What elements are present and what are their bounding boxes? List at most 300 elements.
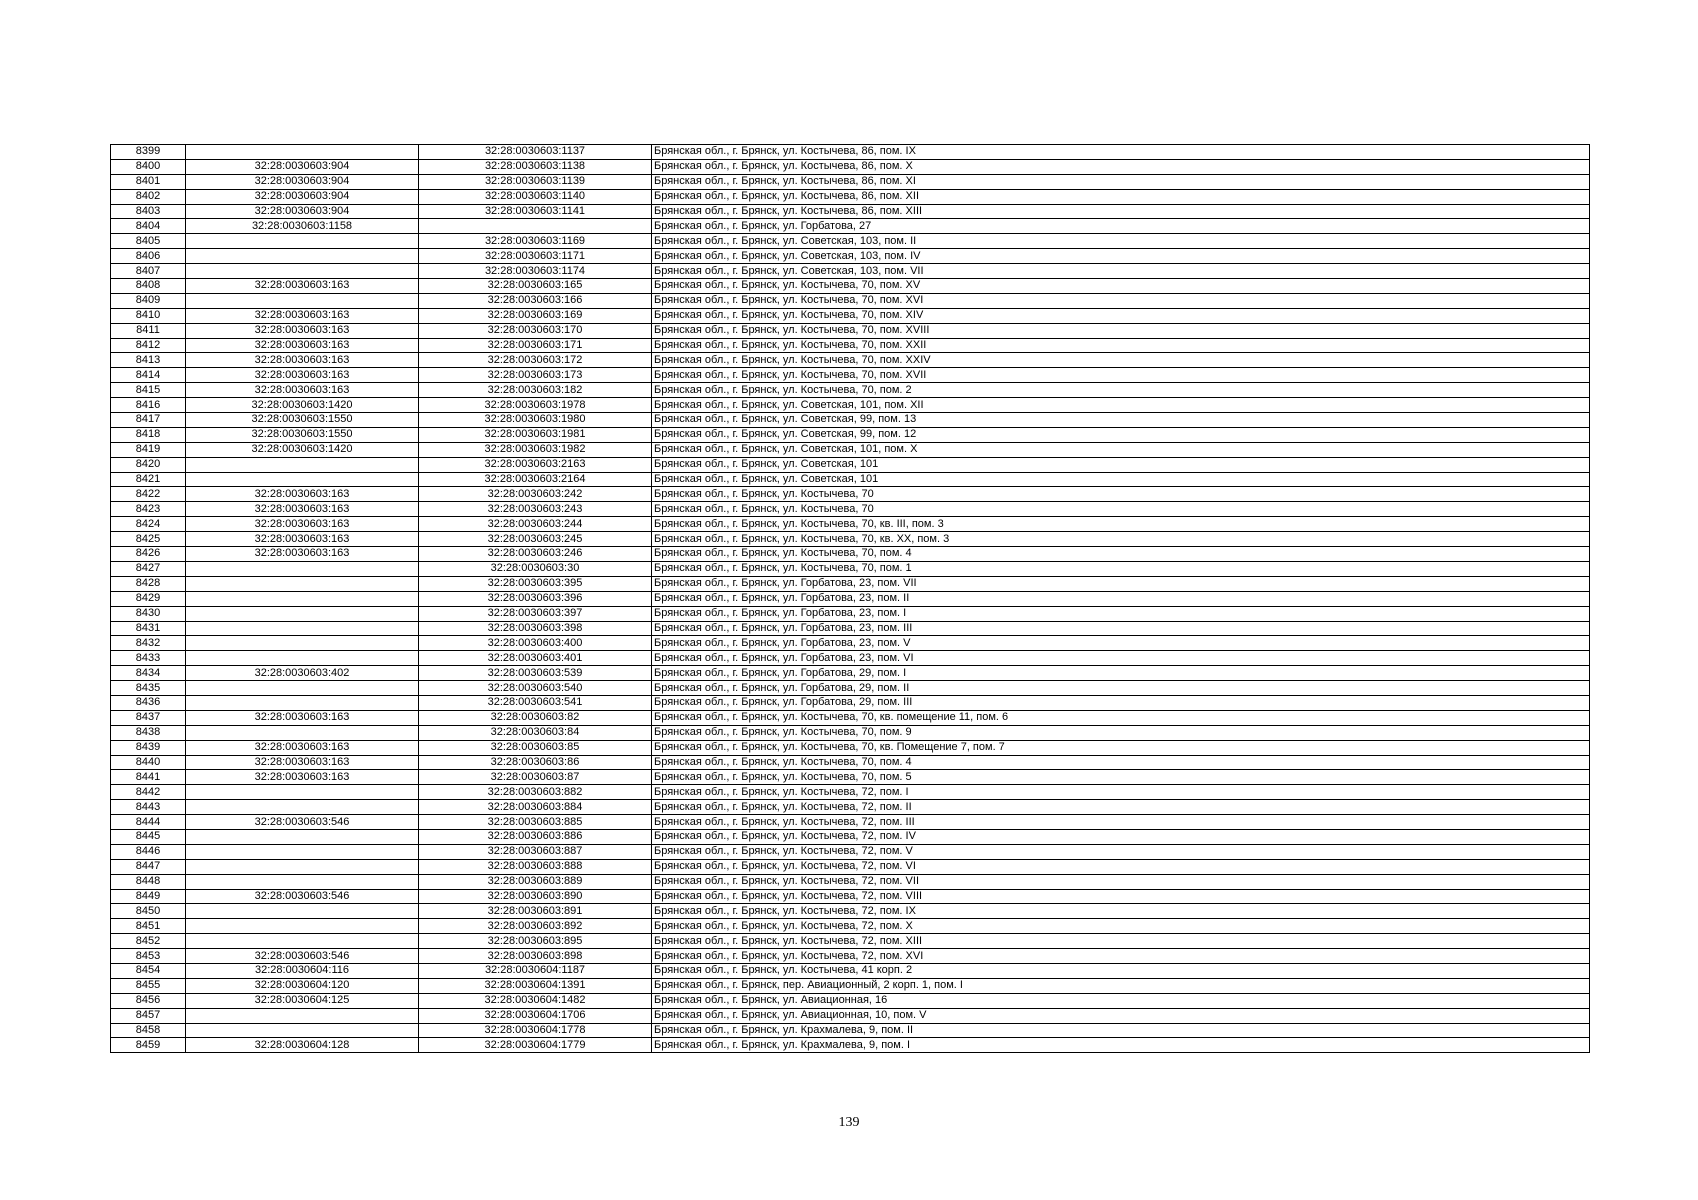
address-cell: Брянская обл., г. Брянск, ул. Костычева, 72, пом. VIII [652,889,1590,904]
parent-cadastral-cell [186,234,419,249]
cadastral-number-cell: 32:28:0030603:400 [419,636,652,651]
table-row [111,606,1590,621]
address-cell: Брянская обл., г. Брянск, ул. Костычева, 70, пом. XXIV [652,353,1590,368]
address-cell: Брянская обл., г. Брянск, ул. Костычева, 72, пом. VII [652,874,1590,889]
parent-cadastral-cell [186,145,419,160]
table-row [111,323,1590,338]
parent-cadastral-cell: 32:28:0030603:163 [186,517,419,532]
cadastral-number-cell: 32:28:0030603:82 [419,710,652,725]
parent-cadastral-cell: 32:28:0030603:163 [186,710,419,725]
cadastral-number-cell: 32:28:0030604:1187 [419,963,652,978]
parent-cadastral-cell [186,681,419,696]
address-cell: Брянская обл., г. Брянск, ул. Советская, 101 [652,472,1590,487]
table-row [111,919,1590,934]
row-number-cell: 8453 [111,949,186,964]
cadastral-number-cell: 32:28:0030603:244 [419,517,652,532]
row-number-cell: 8407 [111,264,186,279]
table-row [111,338,1590,353]
address-cell: Брянская обл., г. Брянск, ул. Костычева, 70, кв. XX, пом. 3 [652,532,1590,547]
address-cell: Брянская обл., г. Брянск, ул. Костычева, 70, кв. помещение 11, пом. 6 [652,710,1590,725]
parent-cadastral-cell: 32:28:0030603:163 [186,487,419,502]
address-cell: Брянская обл., г. Брянск, ул. Костычева, 86, пом. IX [652,145,1590,160]
row-number-cell: 8433 [111,651,186,666]
table-row [111,353,1590,368]
parent-cadastral-cell: 32:28:0030603:163 [186,338,419,353]
row-number-cell: 8437 [111,710,186,725]
row-number-cell: 8448 [111,874,186,889]
cadastral-number-cell: 32:28:0030604:1391 [419,978,652,993]
table-row [111,249,1590,264]
parent-cadastral-cell [186,457,419,472]
row-number-cell: 8439 [111,740,186,755]
row-number-cell: 8455 [111,978,186,993]
row-number-cell: 8403 [111,204,186,219]
cadastral-number-cell: 32:28:0030603:886 [419,829,652,844]
parent-cadastral-cell: 32:28:0030603:163 [186,383,419,398]
cadastral-number-cell: 32:28:0030603:1141 [419,204,652,219]
table-row [111,517,1590,532]
cadastral-number-cell: 32:28:0030603:1978 [419,398,652,413]
parent-cadastral-cell [186,874,419,889]
parent-cadastral-cell: 32:28:0030603:163 [186,368,419,383]
parent-cadastral-cell: 32:28:0030603:163 [186,770,419,785]
row-number-cell: 8425 [111,532,186,547]
address-cell: Брянская обл., г. Брянск, ул. Горбатова, 23, пом. II [652,591,1590,606]
cadastral-number-cell: 32:28:0030603:898 [419,949,652,964]
address-cell: Брянская обл., г. Брянск, ул. Горбатова, 23, пом. VII [652,576,1590,591]
address-cell: Брянская обл., г. Брянск, ул. Костычева, 70, пом. XVIII [652,323,1590,338]
cadastral-number-cell: 32:28:0030603:541 [419,695,652,710]
table-row [111,755,1590,770]
page-number: 139 [838,1115,860,1130]
cadastral-number-cell: 32:28:0030603:165 [419,279,652,294]
address-cell: Брянская обл., г. Брянск, ул. Советская, 99, пом. 13 [652,413,1590,428]
address-cell: Брянская обл., г. Брянск, ул. Костычева, 72, пом. XVI [652,949,1590,964]
cadastral-number-cell: 32:28:0030603:401 [419,651,652,666]
parent-cadastral-cell [186,591,419,606]
cadastral-number-cell: 32:28:0030603:885 [419,815,652,830]
row-number-cell: 8454 [111,963,186,978]
address-cell: Брянская обл., г. Брянск, ул. Горбатова, 29, пом. I [652,666,1590,681]
parent-cadastral-cell: 32:28:0030603:1158 [186,219,419,234]
address-cell: Брянская обл., г. Брянск, ул. Горбатова, 27 [652,219,1590,234]
cadastral-number-cell: 32:28:0030603:242 [419,487,652,502]
parent-cadastral-cell [186,293,419,308]
table-row [111,145,1590,160]
parent-cadastral-cell: 32:28:0030604:120 [186,978,419,993]
row-number-cell: 8459 [111,1038,186,1053]
table-row [111,413,1590,428]
parent-cadastral-cell [186,919,419,934]
cadastral-number-cell: 32:28:0030603:1981 [419,427,652,442]
table-row [111,770,1590,785]
row-number-cell: 8401 [111,174,186,189]
row-number-cell: 8418 [111,427,186,442]
cadastral-number-cell: 32:28:0030604:1779 [419,1038,652,1053]
parent-cadastral-cell [186,472,419,487]
parent-cadastral-cell: 32:28:0030603:904 [186,189,419,204]
address-cell: Брянская обл., г. Брянск, ул. Авиационная, 10, пом. V [652,1008,1590,1023]
table-row [111,993,1590,1008]
parent-cadastral-cell: 32:28:0030603:163 [186,323,419,338]
parent-cadastral-cell [186,844,419,859]
cadastral-number-cell: 32:28:0030603:84 [419,725,652,740]
row-number-cell: 8416 [111,398,186,413]
address-cell: Брянская обл., г. Брянск, ул. Костычева, 70, пом. 4 [652,547,1590,562]
address-cell: Брянская обл., г. Брянск, ул. Костычева, 72, пом. IX [652,904,1590,919]
cadastral-number-cell: 32:28:0030603:171 [419,338,652,353]
cadastral-number-cell: 32:28:0030603:1140 [419,189,652,204]
table-row [111,293,1590,308]
cadastral-number-cell: 32:28:0030603:1138 [419,159,652,174]
row-number-cell: 8438 [111,725,186,740]
parent-cadastral-cell [186,829,419,844]
row-number-cell: 8450 [111,904,186,919]
row-number-cell: 8447 [111,859,186,874]
row-number-cell: 8458 [111,1023,186,1038]
table-row [111,189,1590,204]
address-cell: Брянская обл., г. Брянск, ул. Костычева, 70, пом. 9 [652,725,1590,740]
cadastral-number-cell: 32:28:0030603:1171 [419,249,652,264]
row-number-cell: 8399 [111,145,186,160]
table-row [111,963,1590,978]
cadastral-number-cell: 32:28:0030603:888 [419,859,652,874]
cadastral-number-cell: 32:28:0030603:395 [419,576,652,591]
table-row [111,398,1590,413]
address-cell: Брянская обл., г. Брянск, ул. Горбатова, 23, пом. I [652,606,1590,621]
row-number-cell: 8446 [111,844,186,859]
table-row [111,234,1590,249]
table-row [111,710,1590,725]
cadastral-number-cell: 32:28:0030603:246 [419,547,652,562]
table-row [111,934,1590,949]
address-cell: Брянская обл., г. Брянск, ул. Костычева, 70, пом. 4 [652,755,1590,770]
table-row [111,368,1590,383]
row-number-cell: 8443 [111,800,186,815]
address-cell: Брянская обл., г. Брянск, ул. Горбатова, 23, пом. VI [652,651,1590,666]
row-number-cell: 8411 [111,323,186,338]
address-cell: Брянская обл., г. Брянск, ул. Горбатова, 29, пом. II [652,681,1590,696]
table-row [111,532,1590,547]
address-cell: Брянская обл., г. Брянск, ул. Крахмалева, 9, пом. I [652,1038,1590,1053]
parent-cadastral-cell [186,725,419,740]
table-row [111,442,1590,457]
address-cell: Брянская обл., г. Брянск, ул. Костычева, 70 [652,487,1590,502]
address-cell: Брянская обл., г. Брянск, ул. Советская, 103, пом. II [652,234,1590,249]
parent-cadastral-cell [186,859,419,874]
parent-cadastral-cell: 32:28:0030603:163 [186,755,419,770]
cadastral-number-cell: 32:28:0030603:172 [419,353,652,368]
table-row [111,859,1590,874]
table-row [111,219,1590,234]
row-number-cell: 8409 [111,293,186,308]
table-row [111,815,1590,830]
parent-cadastral-cell: 32:28:0030603:163 [186,547,419,562]
parent-cadastral-cell [186,904,419,919]
address-cell: Брянская обл., г. Брянск, ул. Костычева, 70, кв. III, пом. 3 [652,517,1590,532]
address-cell: Брянская обл., г. Брянск, ул. Костычева, 72, пом. XIII [652,934,1590,949]
parent-cadastral-cell [186,651,419,666]
parent-cadastral-cell: 32:28:0030603:163 [186,502,419,517]
address-cell: Брянская обл., г. Брянск, пер. Авиационный, 2 корп. 1, пом. I [652,978,1590,993]
table-row [111,591,1590,606]
address-cell: Брянская обл., г. Брянск, ул. Горбатова, 23, пом. III [652,621,1590,636]
table-row [111,383,1590,398]
row-number-cell: 8430 [111,606,186,621]
cadastral-number-cell: 32:28:0030603:173 [419,368,652,383]
parent-cadastral-cell: 32:28:0030603:163 [186,353,419,368]
table-row [111,725,1590,740]
registry-table [110,144,1590,1053]
parent-cadastral-cell: 32:28:0030604:116 [186,963,419,978]
table-row [111,681,1590,696]
parent-cadastral-cell: 32:28:0030603:904 [186,174,419,189]
row-number-cell: 8457 [111,1008,186,1023]
cadastral-number-cell: 32:28:0030603:890 [419,889,652,904]
row-number-cell: 8404 [111,219,186,234]
address-cell: Брянская обл., г. Брянск, ул. Костычева, 72, пом. VI [652,859,1590,874]
row-number-cell: 8427 [111,561,186,576]
cadastral-number-cell [419,219,652,234]
table-row [111,308,1590,323]
parent-cadastral-cell: 32:28:0030603:1420 [186,442,419,457]
parent-cadastral-cell [186,561,419,576]
cadastral-number-cell: 32:28:0030604:1482 [419,993,652,1008]
address-cell: Брянская обл., г. Брянск, ул. Костычева, 70, кв. Помещение 7, пом. 7 [652,740,1590,755]
cadastral-number-cell: 32:28:0030603:87 [419,770,652,785]
address-cell: Брянская обл., г. Брянск, ул. Костычева, 72, пом. X [652,919,1590,934]
parent-cadastral-cell: 32:28:0030603:1550 [186,427,419,442]
parent-cadastral-cell [186,934,419,949]
row-number-cell: 8434 [111,666,186,681]
table-row [111,874,1590,889]
parent-cadastral-cell: 32:28:0030603:546 [186,815,419,830]
row-number-cell: 8429 [111,591,186,606]
table-row [111,472,1590,487]
parent-cadastral-cell: 32:28:0030604:128 [186,1038,419,1053]
address-cell: Брянская обл., г. Брянск, ул. Костычева, 70, пом. XXII [652,338,1590,353]
address-cell: Брянская обл., г. Брянск, ул. Костычева, 70, пом. 5 [652,770,1590,785]
address-cell: Брянская обл., г. Брянск, ул. Советская, 103, пом. VII [652,264,1590,279]
row-number-cell: 8440 [111,755,186,770]
address-cell: Брянская обл., г. Брянск, ул. Костычева, 72, пом. IV [652,829,1590,844]
row-number-cell: 8420 [111,457,186,472]
row-number-cell: 8415 [111,383,186,398]
cadastral-number-cell: 32:28:0030603:895 [419,934,652,949]
row-number-cell: 8435 [111,681,186,696]
table-row [111,427,1590,442]
address-cell: Брянская обл., г. Брянск, ул. Авиационная, 16 [652,993,1590,1008]
address-cell: Брянская обл., г. Брянск, ул. Костычева, 72, пом. III [652,815,1590,830]
cadastral-number-cell: 32:28:0030603:245 [419,532,652,547]
cadastral-number-cell: 32:28:0030603:889 [419,874,652,889]
row-number-cell: 8408 [111,279,186,294]
cadastral-number-cell: 32:28:0030603:169 [419,308,652,323]
address-cell: Брянская обл., г. Брянск, ул. Костычева, 72, пом. I [652,785,1590,800]
table-row [111,889,1590,904]
parent-cadastral-cell: 32:28:0030603:904 [186,159,419,174]
parent-cadastral-cell: 32:28:0030603:1420 [186,398,419,413]
row-number-cell: 8412 [111,338,186,353]
cadastral-number-cell: 32:28:0030603:891 [419,904,652,919]
table-row [111,904,1590,919]
row-number-cell: 8400 [111,159,186,174]
registry-table-body [111,145,1590,1053]
table-row [111,978,1590,993]
row-number-cell: 8413 [111,353,186,368]
table-row [111,800,1590,815]
table-row [111,204,1590,219]
cadastral-number-cell: 32:28:0030603:887 [419,844,652,859]
address-cell: Брянская обл., г. Брянск, ул. Костычева, 86, пом. XII [652,189,1590,204]
parent-cadastral-cell: 32:28:0030603:163 [186,279,419,294]
address-cell: Брянская обл., г. Брянск, ул. Костычева, 86, пом. XIII [652,204,1590,219]
row-number-cell: 8431 [111,621,186,636]
parent-cadastral-cell [186,1008,419,1023]
parent-cadastral-cell [186,576,419,591]
row-number-cell: 8414 [111,368,186,383]
table-row [111,576,1590,591]
table-row [111,949,1590,964]
parent-cadastral-cell: 32:28:0030603:546 [186,889,419,904]
row-number-cell: 8410 [111,308,186,323]
parent-cadastral-cell [186,606,419,621]
row-number-cell: 8405 [111,234,186,249]
row-number-cell: 8402 [111,189,186,204]
cadastral-number-cell: 32:28:0030603:1169 [419,234,652,249]
cadastral-number-cell: 32:28:0030603:1980 [419,413,652,428]
row-number-cell: 8449 [111,889,186,904]
table-row [111,666,1590,681]
cadastral-number-cell: 32:28:0030604:1706 [419,1008,652,1023]
table-row [111,487,1590,502]
parent-cadastral-cell [186,785,419,800]
table-row [111,829,1590,844]
parent-cadastral-cell [186,800,419,815]
row-number-cell: 8441 [111,770,186,785]
row-number-cell: 8422 [111,487,186,502]
cadastral-number-cell: 32:28:0030603:170 [419,323,652,338]
address-cell: Брянская обл., г. Брянск, ул. Костычева, 70 [652,502,1590,517]
table-row [111,547,1590,562]
cadastral-number-cell: 32:28:0030603:182 [419,383,652,398]
cadastral-number-cell: 32:28:0030603:397 [419,606,652,621]
cadastral-number-cell: 32:28:0030603:540 [419,681,652,696]
cadastral-number-cell: 32:28:0030603:398 [419,621,652,636]
table-row [111,695,1590,710]
parent-cadastral-cell: 32:28:0030604:125 [186,993,419,1008]
row-number-cell: 8442 [111,785,186,800]
table-row [111,636,1590,651]
parent-cadastral-cell: 32:28:0030603:163 [186,308,419,323]
table-row [111,844,1590,859]
table-row [111,621,1590,636]
cadastral-number-cell: 32:28:0030603:884 [419,800,652,815]
parent-cadastral-cell: 32:28:0030603:1550 [186,413,419,428]
address-cell: Брянская обл., г. Брянск, ул. Советская, 99, пом. 12 [652,427,1590,442]
table-row [111,785,1590,800]
table-row [111,740,1590,755]
row-number-cell: 8419 [111,442,186,457]
address-cell: Брянская обл., г. Брянск, ул. Костычева, 86, пом. X [652,159,1590,174]
row-number-cell: 8423 [111,502,186,517]
table-row [111,502,1590,517]
row-number-cell: 8406 [111,249,186,264]
table-row [111,279,1590,294]
row-number-cell: 8452 [111,934,186,949]
parent-cadastral-cell [186,1023,419,1038]
parent-cadastral-cell: 32:28:0030603:163 [186,740,419,755]
cadastral-number-cell: 32:28:0030603:30 [419,561,652,576]
row-number-cell: 8424 [111,517,186,532]
address-cell: Брянская обл., г. Брянск, ул. Костычева, 70, пом. XV [652,279,1590,294]
parent-cadastral-cell [186,264,419,279]
cadastral-number-cell: 32:28:0030603:539 [419,666,652,681]
table-row [111,264,1590,279]
cadastral-number-cell: 32:28:0030603:86 [419,755,652,770]
address-cell: Брянская обл., г. Брянск, ул. Костычева, 41 корп. 2 [652,963,1590,978]
row-number-cell: 8445 [111,829,186,844]
table-row [111,1038,1590,1053]
row-number-cell: 8436 [111,695,186,710]
table-row [111,1023,1590,1038]
address-cell: Брянская обл., г. Брянск, ул. Костычева, 70, пом. XVII [652,368,1590,383]
address-cell: Брянская обл., г. Брянск, ул. Костычева, 70, пом. XVI [652,293,1590,308]
cadastral-number-cell: 32:28:0030603:1982 [419,442,652,457]
cadastral-number-cell: 32:28:0030603:1137 [419,145,652,160]
address-cell: Брянская обл., г. Брянск, ул. Советская, 101, пом. XII [652,398,1590,413]
parent-cadastral-cell: 32:28:0030603:163 [186,532,419,547]
row-number-cell: 8444 [111,815,186,830]
address-cell: Брянская обл., г. Брянск, ул. Советская, 103, пом. IV [652,249,1590,264]
table-row [111,174,1590,189]
row-number-cell: 8417 [111,413,186,428]
cadastral-number-cell: 32:28:0030603:243 [419,502,652,517]
table-row [111,159,1590,174]
address-cell: Брянская обл., г. Брянск, ул. Горбатова, 23, пом. V [652,636,1590,651]
cadastral-number-cell: 32:28:0030604:1778 [419,1023,652,1038]
row-number-cell: 8421 [111,472,186,487]
address-cell: Брянская обл., г. Брянск, ул. Костычева, 72, пом. II [652,800,1590,815]
cadastral-number-cell: 32:28:0030603:166 [419,293,652,308]
address-cell: Брянская обл., г. Брянск, ул. Костычева, 70, пом. XIV [652,308,1590,323]
parent-cadastral-cell: 32:28:0030603:546 [186,949,419,964]
row-number-cell: 8432 [111,636,186,651]
row-number-cell: 8451 [111,919,186,934]
address-cell: Брянская обл., г. Брянск, ул. Крахмалева, 9, пом. II [652,1023,1590,1038]
cadastral-number-cell: 32:28:0030603:1139 [419,174,652,189]
table-row [111,457,1590,472]
row-number-cell: 8426 [111,547,186,562]
cadastral-number-cell: 32:28:0030603:85 [419,740,652,755]
row-number-cell: 8428 [111,576,186,591]
address-cell: Брянская обл., г. Брянск, ул. Советская, 101, пом. X [652,442,1590,457]
address-cell: Брянская обл., г. Брянск, ул. Костычева, 70, пом. 2 [652,383,1590,398]
address-cell: Брянская обл., г. Брянск, ул. Костычева, 72, пом. V [652,844,1590,859]
cadastral-number-cell: 32:28:0030603:892 [419,919,652,934]
parent-cadastral-cell: 32:28:0030603:402 [186,666,419,681]
cadastral-number-cell: 32:28:0030603:882 [419,785,652,800]
cadastral-number-cell: 32:28:0030603:396 [419,591,652,606]
table-row [111,561,1590,576]
parent-cadastral-cell [186,621,419,636]
cadastral-number-cell: 32:28:0030603:1174 [419,264,652,279]
table-row [111,1008,1590,1023]
address-cell: Брянская обл., г. Брянск, ул. Костычева, 86, пом. XI [652,174,1590,189]
parent-cadastral-cell: 32:28:0030603:904 [186,204,419,219]
address-cell: Брянская обл., г. Брянск, ул. Советская, 101 [652,457,1590,472]
address-cell: Брянская обл., г. Брянск, ул. Горбатова, 29, пом. III [652,695,1590,710]
